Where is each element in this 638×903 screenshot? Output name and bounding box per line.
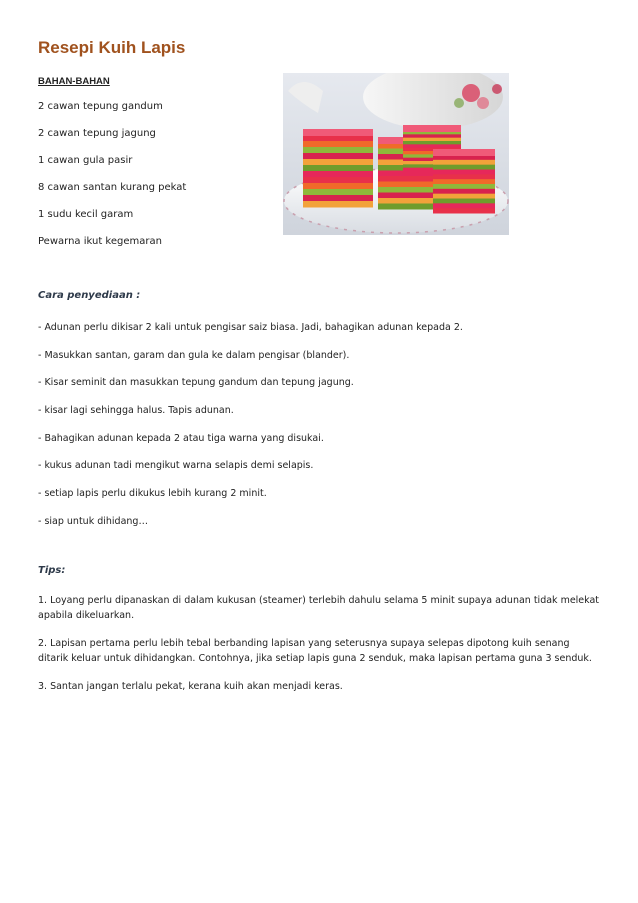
step-item: - kisar lagi sehingga halus. Tapis adunan. [38,405,234,417]
step-item: - siap untuk dihidang… [38,515,148,527]
ingredient-item: 2 cawan tepung gandum [38,101,163,112]
ingredient-item: 1 sudu kecil garam [38,209,134,220]
ingredient-item: 2 cawan tepung jagung [38,128,156,139]
ingredient-item: 1 cawan gula pasir [38,155,133,166]
tips-heading: Tips: [38,565,66,576]
tip-item: 2. Lapisan pertama perlu lebih tebal berbanding lapisan yang seterusnya supaya selepas dipotong kuih senang ditarik keluar untuk dihidangkan. Contohnya, jika setiap lapis guna 2 senduk, maka lapisan pertama guna 3 senduk. [38,638,592,664]
method-steps [38,322,463,544]
step-item: - Bahagikan adunan kepada 2 atau tiga warna yang disukai. [38,432,324,444]
kuih-piece [433,149,495,214]
tip-item: 1. Loyang perlu dipanaskan di dalam kukusan (steamer) terlebih dahulu selama 5 minit supaya adunan tidak melekat apabila dikeluarkan. [38,595,600,621]
step-item: - Kisar seminit dan masukkan tepung gandum dan tepung jagung. [38,377,354,389]
step-item: - Adunan perlu dikisar 2 kali untuk pengisar saiz biasa. Jadi, bahagikan adunan kepada 2. [38,322,463,333]
tips-list [38,593,600,707]
ingredient-item: Pewarna ikut kegemaran [38,236,162,247]
ingredients-heading: BAHAN-BAHAN [38,76,110,87]
kuih-lapis-photo [283,73,509,235]
ingredients-list [38,101,186,263]
ingredient-item: 8 cawan santan kurang pekat [38,182,187,193]
method-heading: Cara penyediaan : [38,290,141,301]
step-item: - kukus adunan tadi mengikut warna selapis demi selapis. [38,460,314,472]
kuih-piece [303,129,373,208]
document-title: Resepi Kuih Lapis [38,38,186,57]
step-item: - Masukkan santan, garam dan gula ke dalam pengisar (blander). [38,349,350,361]
tip-item: 3. Santan jangan terlalu pekat, kerana kuih akan menjadi keras. [38,681,343,692]
step-item: - setiap lapis perlu dikukus lebih kurang 2 minit. [38,488,267,500]
